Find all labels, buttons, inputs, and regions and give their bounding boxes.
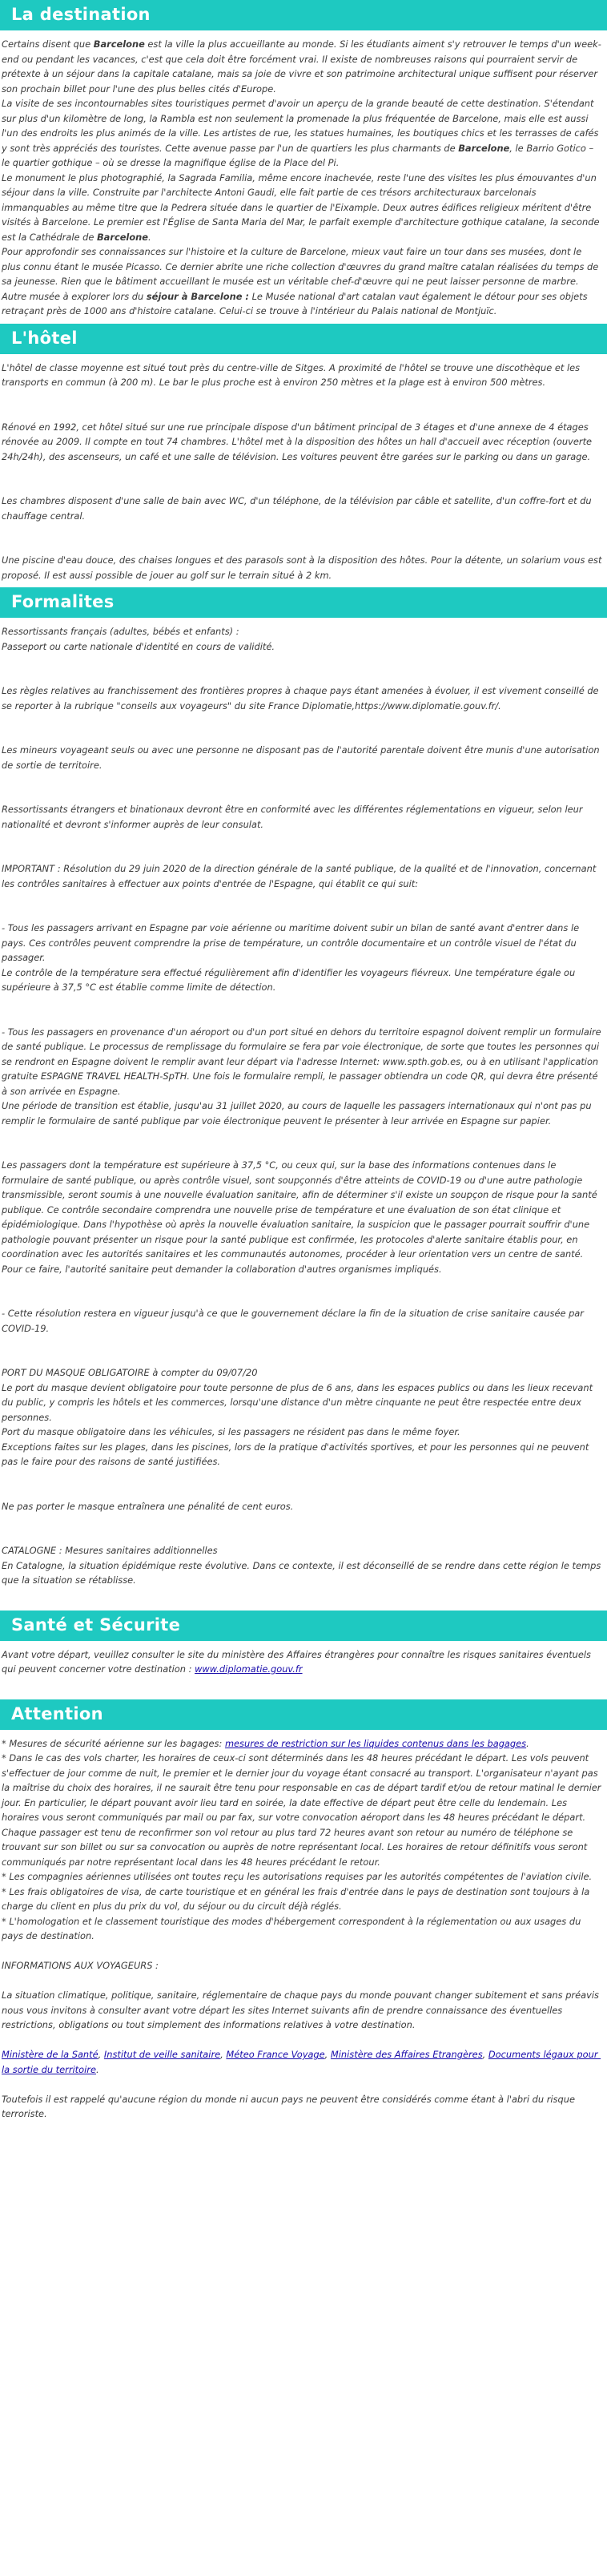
formalites-line: Exceptions faites sur les plages, dans les piscines, lors de la pratique d'activités sportives, et pour les personnes qui ne peuvent pas le faire pour des raisons de santé justifiées.: [2, 1441, 592, 1467]
section-title-hotel: L'hôtel: [0, 324, 607, 354]
formalites-line: Le port du masque devient obligatoire pour toute personne de plus de 6 ans, dans les espaces publics ou dans les lieux recevant du public, y compris les hôtels et les commerces, lorsqu'une distance d'un mètre cinquante ne peut être respectée entre deux personnes.: [2, 1381, 596, 1423]
info-link[interactable]: Ministère de la Santé: [2, 2049, 98, 2060]
formalites-line: PORT DU MASQUE OBLIGATOIRE à compter du 09/07/20: [2, 1367, 258, 1378]
bold-text: Barcelone: [93, 38, 145, 50]
section-title-formalites: Formalites: [0, 587, 607, 618]
bold-text: Barcelone: [96, 231, 148, 243]
formalites-body: [0, 618, 605, 1593]
formalites-line: En Catalogne, la situation épidémique reste évolutive. Dans ce contexte, il est déconseillé de se rendre dans cette région le temps que la situation se rétablisse.: [2, 1559, 604, 1586]
info-title: INFORMATIONS AUX VOYAGEURS :: [2, 1960, 159, 1971]
bold-text: Barcelone: [458, 142, 510, 154]
destination-body: [0, 30, 605, 324]
section-hotel: [0, 324, 607, 588]
formalites-line: Ressortissants français (adultes, bébés et enfants) :: [2, 626, 239, 637]
formalites-line: Passeport ou carte nationale d'identité en cours de validité.: [2, 640, 275, 652]
formalites-line: Les règles relatives au franchissement des frontières propres à chaque pays étant amenées à évoluer, il est vivement conseillé de se reporter à la rubrique "conseils aux voyageurs" du site France Diplomatie,https://www.diplomatie.gouv.fr/.: [2, 685, 602, 712]
section-title-sante: Santé et Sécurite: [0, 1611, 607, 1641]
diplomatie-link[interactable]: www.diplomatie.gouv.fr: [195, 1663, 303, 1675]
attention-body: [0, 1730, 605, 2127]
section-sante: [0, 1611, 607, 1682]
footer-note: Toutefois il est rappelé qu'aucune région du monde ni aucun pays ne peuvent être considérés comme étant à l'abri du risque terroriste.: [2, 2093, 578, 2119]
formalites-line: CATALOGNE : Mesures sanitaires additionnelles: [2, 1545, 218, 1556]
info-link[interactable]: Ministère des Affaires Etrangères: [330, 2049, 483, 2060]
section-title-attention: Attention: [0, 1699, 607, 1730]
attention-line: * Les compagnies aériennes utilisées ont toutes reçu les autorisations requises par les autorités compétentes de l'aviation civile.: [2, 1871, 593, 1882]
info-text: La situation climatique, politique, sanitaire, réglementaire de chaque pays du monde pouvant changer subitement et sans préavis nous vous invitons à consulter avant votre départ les sites Internet suivants afin de prendre connaissance des éventuelles restrictions, obligations ou tout simplement des informations relatives à votre destination.: [2, 1989, 602, 2030]
hotel-paragraph: Une piscine d'eau douce, des chaises longues et des parasols sont à la disposition des hôtes. Pour la détente, un solarium vous est proposé. Il est aussi possible de jouer au golf sur le terrain situé à 2 km.: [2, 554, 605, 581]
formalites-line: Une période de transition est établie, jusqu'au 31 juillet 2020, au cours de laquelle les passagers internationaux qui n'ont pas pu remplir le formulaire de santé publique par voie électronique peuvent le présenter à leur arrivée en Espagne sur papier.: [2, 1100, 595, 1127]
attention-line: * Dans le cas des vols charter, les horaires de ceux-ci sont déterminés dans les 48 heures précédant le départ. Les vols peuvent s'effectuer de jour comme de nuit, le premier et le dernier jour du voyage étant consacré au transport. L'organisateur n'ayant pas la maîtrise du choix des horaires, il ne saurait être tenu pour responsable en cas de départ tardif et/ou de retour matinal le dernier jour. En particulier, le départ pouvant avoir lieu tard en soirée, la date effective de départ peut être celle du lendemain. Les horaires vous seront communiqués par mail ou par fax, sur votre convocation aéroport dans les 48 heures précédant le départ. Chaque passager est tenu de reconfirmer son vol retour au plus tard 72 heures avant son retour au numéro de téléphone se trouvant sur son billet ou sur sa convocation ou auprès de notre représentant local. Les horaires de retour définitifs vous seront communiqués par notre représentant local dans les 48 heures précédant le retour.: [2, 1752, 605, 1868]
hotel-paragraph: Les chambres disposent d'une salle de bain avec WC, d'un téléphone, de la télévision par câble et satellite, d'un coffre-fort et du chauffage central.: [2, 495, 595, 522]
info-link[interactable]: Institut de veille sanitaire: [103, 2049, 221, 2060]
section-attention: [0, 1699, 607, 2127]
attention-line: * L'homologation et le classement touristique des modes d'hébergement correspondent à la réglementation ou aux usages du pays de destination.: [2, 1915, 584, 1941]
formalites-line: - Tous les passagers en provenance d'un aéroport ou d'un port situé en dehors du territoire espagnol doivent remplir un formulaire de santé publique. Le processus de remplissage du formulaire se fera par voie électronique, de sorte que toutes les personnes qui se rendront en Espagne doivent le remplir avant leur départ via l'adresse Internet: www.spth.gob.es, ou à en utilisant l'application gratuite ESPAGNE TRAVEL HEALTH-SpTH. Une fois le formulaire rempli, le passager obtiendra un code QR, qui devra être présenté à son arrivée en Espagne.: [2, 1026, 605, 1097]
section-formalites: [0, 587, 607, 1593]
formalites-line: IMPORTANT : Résolution du 29 juin 2020 de la direction générale de la santé publique, de la qualité et de l'innovation, concernant les contrôles sanitaires à effectuer aux points d'entrée de l'Espagne, qui établit ce qui suit:: [2, 863, 599, 889]
info-links: Ministère de la Santé, Institut de veille sanitaire, Méteo France Voyage, Ministère des Affaires Etrangères, Documents légaux pour la sortie du territoire.: [2, 2049, 601, 2075]
info-link[interactable]: Méteo France Voyage: [226, 2049, 325, 2060]
destination-paragraph: La visite de ses incontournables sites touristiques permet d'avoir un aperçu de la grande beauté de cette destination. S'étendant sur plus d'un kilomètre de long, la Rambla est non seulement la promenade la plus fréquentée de Barcelone, mais elle est aussi l'un des endroits les plus animés de la ville. Les artistes de rue, les statues humaines, les boutiques chics et les terrasses de cafés y sont très appréciés des touristes. Cette avenue passe par l'un de quartiers les plus charmants de Barcelone, le Barrio Gotico – le quartier gothique – où se dresse la magnifique église de la Place del Pi.: [2, 98, 602, 168]
attention-line: * Les frais obligatoires de visa, de carte touristique et en général les frais d'entrée dans le pays de destination sont toujours à la charge du client en plus du prix du vol, du séjour ou du circuit déjà réglés.: [2, 1885, 593, 1912]
sante-body: [0, 1641, 605, 1682]
section-title-destination: La destination: [0, 0, 607, 30]
attention-link[interactable]: mesures de restriction sur les liquides contenus dans les bagages: [224, 1737, 527, 1749]
hotel-body: [0, 354, 605, 588]
info-link[interactable]: Documents légaux pour la sortie du territoire: [2, 2049, 601, 2075]
bold-text: séjour à Barcelone :: [146, 290, 249, 302]
formalites-line: Port du masque obligatoire dans les véhicules, si les passagers ne résident pas dans le même foyer.: [2, 1426, 460, 1437]
destination-paragraph: Le monument le plus photographié, la Sagrada Familia, même encore inachevée, reste l'une des visites les plus émouvantes d'un séjour dans la ville. Construite par l'architecte Antoni Gaudi, elle fait partie de ces trésors architecturaux barcelonais immanquables au même titre que la Pedrera située dans le quartier de l'Eixample. Deux autres édifices religieux méritent d'être visités à Barcelone. Le premier est l'Église de Santa Maria del Mar, le parfait exemple d'architecture gothique catalane, la seconde est la Cathédrale de Barcelone.: [2, 171, 603, 243]
formalites-line: Les mineurs voyageant seuls ou avec une personne ne disposant pas de l'autorité parentale doivent être munis d'une autorisation de sortie de territoire.: [2, 744, 603, 771]
attention-line: * Mesures de sécurité aérienne sur les bagages: mesures de restriction sur les liquides contenus dans les bagages.: [2, 1737, 529, 1749]
formalites-line: - Tous les passagers arrivant en Espagne par voie aérienne ou maritime doivent subir un bilan de santé avant d'entrer dans le pays. Ces contrôles peuvent comprendre la prise de température, un contrôle documentaire et un contrôle visuel de l'état du passager.: [2, 922, 582, 963]
formalites-line: Ressortissants étrangers et binationaux devront être en conformité avec les différentes réglementations en vigueur, selon leur nationalité et devront s'informer auprès de leur consulat.: [2, 804, 586, 830]
sante-text-before: Avant votre départ, veuillez consulter le site du ministère des Affaires étrangères pour connaître les risques sanitaires éventuels qui peuvent concerner votre destination :: [2, 1648, 594, 1675]
formalites-line: Les passagers dont la température est supérieure à 37,5 °C, ou ceux qui, sur la base des informations contenues dans le formulaire de santé publique, ou après contrôle visuel, sont soupçonnés d'être atteints de COVID-19 ou d'une autre pathologie transmissible, seront soumis à une nouvelle évaluation sanitaire, afin de déterminer s'il existe un soupçon de risque pour la santé publique. Ce contrôle secondaire comprendra une nouvelle prise de température et une évaluation de son état clinique et épidémiologique. Dans l'hypothèse où après la nouvelle évaluation sanitaire, la suspicion que le passager pourrait souffrir d'une pathologie pouvant présenter un risque pour la santé publique est confirmée, les protocoles d'alerte sanitaire établis pour, en coordination avec les autorités sanitaires et les communautés autonomes, procéder à leur orientation vers un centre de santé. Pour ce faire, l'autorité sanitaire peut demander la collaboration d'autres organismes impliqués.: [2, 1159, 601, 1275]
sante-text: [2, 1647, 602, 1677]
section-destination: [0, 0, 607, 324]
destination-paragraph: Pour approfondir ses connaissances sur l'histoire et la culture de Barcelone, mieux vaut faire un tour dans ses musées, dont le plus connu étant le musée Picasso. Ce dernier abrite une riche collection d'œuvres du grand maître catalan réalisées du temps de sa jeunesse. Rien que le bâtiment accueillant le musée est un véritable chef-d'œuvre qui ne peut laisser personne de marbre. Autre musée à explorer lors du séjour à Barcelone : Le Musée national d'art catalan vaut également le détour pour ses objets retraçant près de 1000 ans d'histoire catalane. Celui-ci se trouve à l'intérieur du Palais national de Montjuïc.: [2, 246, 601, 316]
hotel-paragraph: L'hôtel de classe moyenne est situé tout près du centre-ville de Sitges. A proximité de l'hôtel se trouve une discothèque et les transports en commun (à 200 m). Le bar le plus proche est à environ 250 mètres et la plage est à environ 500 mètres.: [2, 361, 583, 388]
destination-paragraph: Certains disent que Barcelone est la ville la plus accueillante au monde. Si les étudiants aiment s'y retrouver le temps d'un week-end ou pendant les vacances, c'est que cela doit être forcément vrai. Il existe de nombreuses raisons qui pourraient servir de prétexte à un séjour dans la capitale catalane, mais sa joie de vivre et son patrimoine architectural unique suffisent pour réserver son prochain billet pour l'une des plus belles cités d'Europe.: [2, 38, 601, 95]
formalites-line: Ne pas porter le masque entraînera une pénalité de cent euros.: [2, 1500, 294, 1512]
hotel-paragraph: Rénové en 1992, cet hôtel situé sur une rue principale dispose d'un bâtiment principal de 3 étages et d'une annexe de 4 étages rénovée au 2009. Il compte en tout 74 chambres. L'hôtel met à la disposition des hôtes un hall d'accueil avec réception (ouverte 24h/24h), des ascenseurs, un café et une salle de télévision. Les voitures peuvent être garées sur le parking ou dans un garage.: [2, 421, 595, 462]
formalites-line: - Cette résolution restera en vigueur jusqu'à ce que le gouvernement déclare la fin de la situation de crise sanitaire causée par COVID-19.: [2, 1308, 587, 1334]
formalites-line: Le contrôle de la température sera effectué régulièrement afin d'identifier les voyageurs fiévreux. Une température égale ou supérieure à 37,5 °C est établie comme limite de détection.: [2, 966, 578, 993]
